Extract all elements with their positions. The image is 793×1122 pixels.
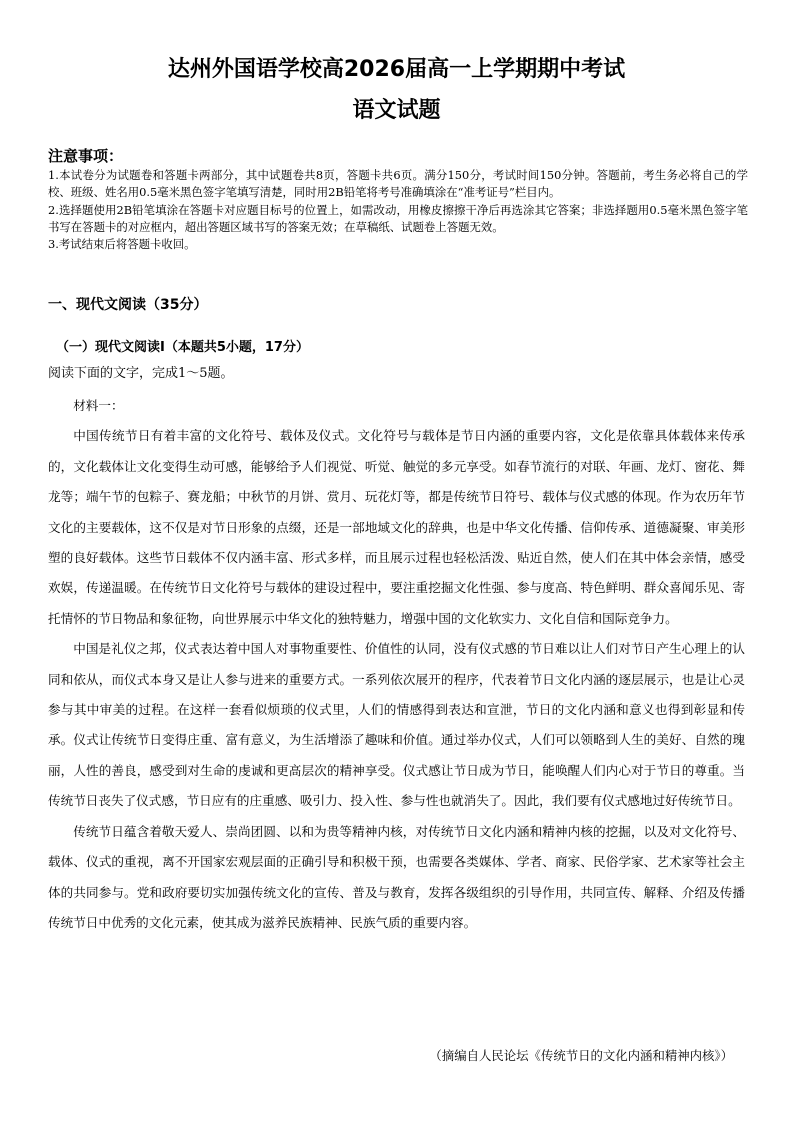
- notice-block: [48, 146, 748, 253]
- reading-material: [48, 391, 745, 938]
- notice-item-3: 3.考试结束后将答题卡收回。: [48, 237, 196, 252]
- material-paragraph-3: 传统节日蕴含着敬天爱人、崇尚团圆、以和为贵等精神内核，对传统节日文化内涵和精神内核的挖掘，以及对文化符号、载体、仪式的重视，离不开国家宏观层面的正确引导和积极干预，也需要各类媒体、学者、商家、民俗学家、艺术家等社会主体的共同参与。党和政府要切实加强传统文化的宣传、普及与教育，发挥各级组织的引导作用，共同宣传、解释、介绍及传播传统节日中优秀的文化元素，使其成为滋养民族精神、民族气质的重要内容。: [48, 823, 745, 930]
- subsection-heading: （一）现代文阅读Ⅰ（本题共5小题，17分）: [56, 340, 309, 355]
- reading-instruction: 阅读下面的文字，完成1～5题。: [48, 366, 234, 381]
- notice-item-2: 2.选择题使用2B铅笔填涂在答题卡对应题目标号的位置上，如需改动，用橡皮擦擦干净后再选涂其它答案；非选择题用0.5毫米黑色签字笔书写在答题卡的对应框内，超出答题区域书写的答案无效；在草稿纸、试题卷上答题无效。: [48, 202, 748, 234]
- section-heading: 一、现代文阅读（35分）: [48, 297, 208, 313]
- material-label: 材料一：: [73, 398, 124, 413]
- material-paragraph-2: 中国是礼仪之邦，仪式表达着中国人对事物重要性、价值性的认同，没有仪式感的节日难以让人们对节日产生心理上的认同和依从，而仪式本身又是让人参与进来的重要方式。一系列依次展开的程序，代表着节日文化内涵的逐层展示，也是让心灵参与其中审美的过程。在这样一套看似烦琐的仪式里，人们的情感得到表达和宣泄，节日的文化内涵和意义也得到彰显和传承。仪式让传统节日变得庄重、富有意义，为生活增添了趣味和价值。通过举办仪式，人们可以领略到人生的美好、自然的瑰丽，人性的善良，感受到对生命的虔诚和更高层次的精神享受。仪式感让节日成为节日，能唤醒人们内心对于节日的尊重。当传统节日丧失了仪式感，节日应有的庄重感、吸引力、投入性、参与性也就消失了。因此，我们要有仪式感地过好传统节日。: [48, 641, 745, 809]
- notice-title: 注意事项：: [48, 147, 124, 165]
- material-paragraph-1: 中国传统节日有着丰富的文化符号、载体及仪式。文化符号与载体是节日内涵的重要内容，文化是依靠具体载体来传承的，文化载体让文化变得生动可感，能够给予人们视觉、听觉、触觉的多元享受。如春节流行的对联、年画、龙灯、窗花、舞龙等；端午节的包粽子、赛龙船；中秋节的月饼、赏月、玩花灯等，都是传统节日符号、载体与仪式感的体现。作为农历年节文化的主要载体，这不仅是对节日形象的点缀，还是一部地域文化的辞典，也是中华文化传播、信仰传承、道德凝聚、审美形塑的良好载体。这些节日载体不仅内涵丰富、形式多样，而且展示过程也轻松活泼、贴近自然，使人们在其中体会亲情，感受欢娱，传递温暖。在传统节日文化符号与载体的建设过程中，要注重挖掘文化性强、参与度高、特色鲜明、群众喜闻乐见、寄托情怀的节日物品和象征物，向世界展示中华文化的独特魅力，增强中国的文化软实力、文化自信和国际竞争力。: [48, 428, 745, 626]
- material-source: （摘编自人民论坛《传统节日的文化内涵和精神内核》）: [429, 1048, 733, 1063]
- exam-title: 达州外国语学校高2026届高一上学期期中考试: [167, 57, 626, 82]
- notice-item-1: 1.本试卷分为试题卷和答题卡两部分，其中试题卷共8页，答题卡共6页。满分150分，考试时间150分钟。答题前，考生务必将自己的学校、班级、姓名用0.5毫米黑色签字笔填写清楚，同时用2B铅笔将考号准确填涂在“准考证号”栏目内。: [48, 168, 748, 200]
- exam-subtitle: 语文试题: [352, 98, 441, 123]
